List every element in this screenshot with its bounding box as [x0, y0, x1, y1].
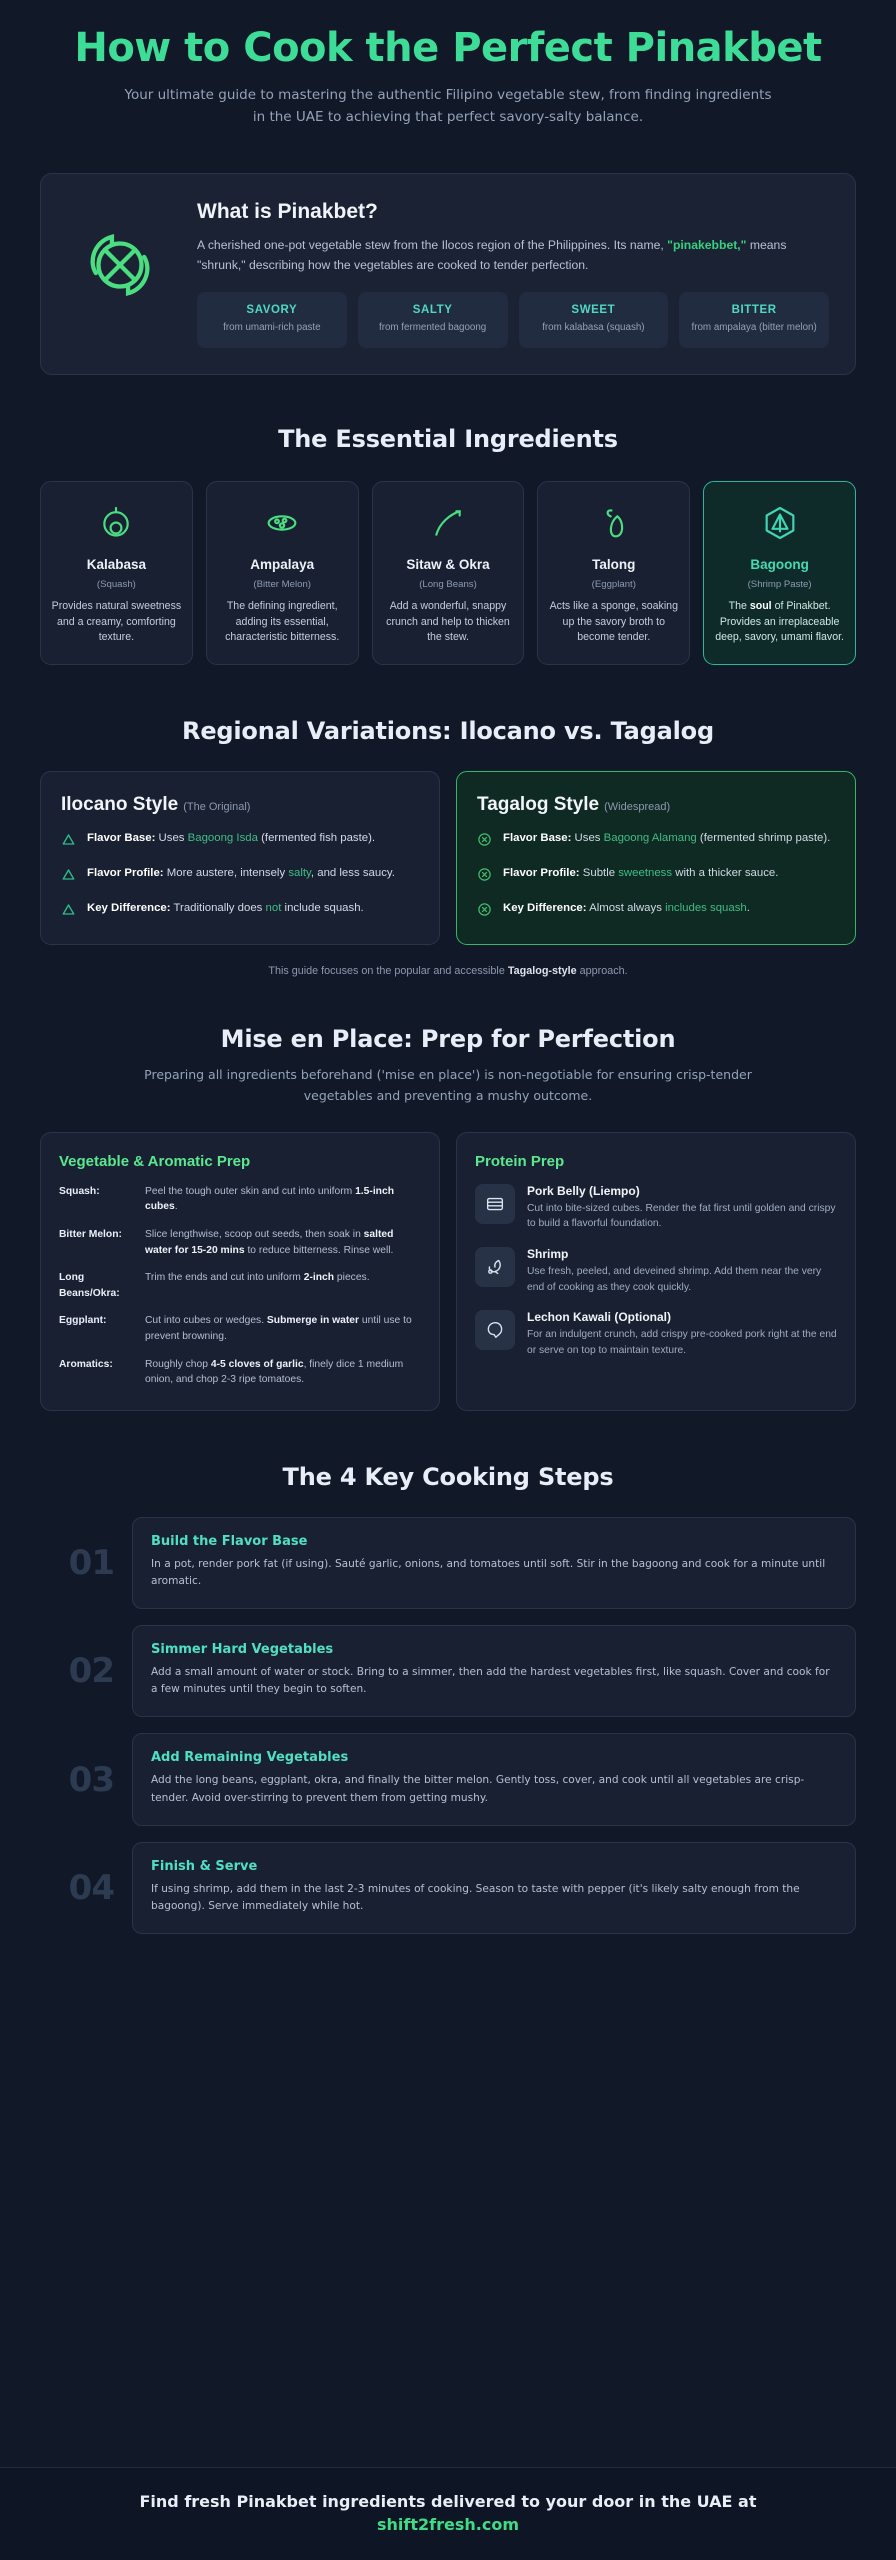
ingredient-card-ampalaya — [206, 481, 359, 665]
ingredients-section — [40, 375, 856, 665]
ingredient-alias: (Shrimp Paste) — [747, 578, 812, 590]
regional-point — [61, 900, 419, 922]
pinakebbet-term: "pinakebbet," — [667, 237, 747, 252]
protein-item-title: Pork Belly (Liempo) — [527, 1183, 640, 1198]
regional-note: This guide focuses on the popular and accessible Tagalog-style approach. — [268, 965, 628, 978]
regional-title: Regional Variations: Ilocano vs. Tagalog — [182, 717, 714, 746]
regional-point-text: Flavor Profile: Subtle sweetness with a thicker sauce. — [503, 867, 779, 880]
flavor-chip-sweet — [519, 292, 669, 348]
prep-key: Long Beans/Okra: — [59, 1272, 120, 1299]
prep-row — [59, 1357, 421, 1388]
flavor-chip-bitter — [679, 292, 829, 348]
mise-en-place-section — [40, 977, 856, 1411]
regional-card-ilocano — [40, 771, 440, 945]
prep-row — [59, 1270, 421, 1301]
pinakbet-pot-icon — [61, 200, 179, 308]
ingredient-alias: (Squash) — [96, 578, 136, 590]
step-item — [40, 1842, 856, 1934]
ingredient-desc: Add a wonderful, snappy crunch and help to thicken the stew. — [386, 599, 510, 644]
step-title: Simmer Hard Vegetables — [151, 1642, 334, 1658]
bottom-spacer — [0, 1934, 896, 1980]
vegetable-prep-card — [40, 1132, 440, 1411]
regional-section — [40, 665, 856, 977]
prep-row — [59, 1313, 421, 1344]
triangle-outline-icon — [61, 865, 77, 887]
regional-point — [61, 865, 419, 887]
regional-point-text: Key Difference: Traditionally does not include squash. — [87, 902, 364, 915]
mise-subtitle: Preparing all ingredients beforehand ('mise en place') is non-negotiable for ensuring crisp-tender vegetables and preventing a mushy outcome. — [144, 1067, 752, 1103]
ingredient-name: Ampalaya — [250, 556, 315, 572]
protein-item-desc: Cut into bite-sized cubes. Render the fat first until golden and crispy to build a flavorful foundation. — [527, 1202, 836, 1230]
ingredient-name: Bagoong — [750, 556, 809, 572]
bitter-melon-icon — [262, 500, 302, 546]
step-desc: Add the long beans, eggplant, okra, and finally the bitter melon. Gently toss, cover, and cook until all vegetables are crisp-tender. Avoid over-stirring to prevent them from getting mushy. — [151, 1774, 805, 1804]
step-number: 04 — [68, 1867, 114, 1908]
step-item — [40, 1517, 856, 1609]
mise-grid — [40, 1132, 856, 1411]
flavor-chip-label: SAVORY — [246, 304, 298, 317]
protein-item-desc: Use fresh, peeled, and deveined shrimp. Add them near the very end of cooking as they cook quickly. — [527, 1266, 822, 1293]
prep-key: Bitter Melon: — [59, 1229, 122, 1241]
step-card — [132, 1625, 856, 1717]
prep-value: Roughly chop 4-5 cloves of garlic, finely dice 1 medium onion, and chop 2-3 ripe tomatoes. — [145, 1358, 404, 1386]
what-is-heading: What is Pinakbet? — [197, 199, 378, 223]
step-card — [132, 1733, 856, 1825]
what-is-section — [40, 129, 856, 375]
mise-title: Mise en Place: Prep for Perfection — [220, 1025, 676, 1054]
ingredient-desc: Provides natural sweetness and a creamy, comforting texture. — [51, 599, 182, 644]
prep-value: Trim the ends and cut into uniform 2-inch pieces. — [145, 1272, 370, 1284]
ingredient-name: Kalabasa — [86, 556, 147, 572]
step-item — [40, 1625, 856, 1717]
step-desc: In a pot, render pork fat (if using). Sauté garlic, onions, and tomatoes until soft. Stir in the bagoong and cook for a minute until aromatic. — [151, 1557, 826, 1587]
triangle-outline-icon — [61, 830, 77, 852]
protein-item-title: Lechon Kawali (Optional) — [527, 1310, 672, 1325]
flavor-chip-savory — [197, 292, 347, 348]
flavor-chip-desc: from kalabasa (squash) — [542, 322, 645, 334]
protein-item — [475, 1247, 837, 1295]
regional-card-tag: (Widespread) — [604, 801, 671, 814]
prep-row — [59, 1227, 421, 1258]
steps-title: The 4 Key Cooking Steps — [282, 1462, 614, 1491]
ingredient-alias: (Bitter Melon) — [253, 578, 311, 590]
flavor-chip-desc: from umami-rich paste — [223, 322, 321, 334]
regional-point — [61, 830, 419, 852]
ingredient-name: Sitaw & Okra — [406, 556, 490, 572]
regional-grid — [40, 771, 856, 945]
steps-list — [40, 1517, 856, 1934]
shrimp-icon — [475, 1247, 515, 1287]
regional-card-title: Ilocano Style — [61, 794, 179, 816]
regional-point — [477, 865, 835, 887]
flavor-profile-list — [197, 292, 829, 348]
step-title: Add Remaining Vegetables — [151, 1750, 349, 1766]
circle-x-icon — [477, 900, 493, 922]
ingredient-alias: (Long Beans) — [419, 578, 477, 590]
footer-line-1: Find fresh Pinakbet ingredients delivered to your door in the UAE at — [139, 2492, 757, 2511]
step-title: Build the Flavor Base — [151, 1533, 308, 1549]
regional-card-head — [477, 794, 835, 816]
footer-cta — [0, 2467, 896, 2560]
regional-point-text: Flavor Base: Uses Bagoong Isda (fermented fish paste). — [87, 832, 376, 845]
protein-item-title: Shrimp — [527, 1247, 569, 1262]
prep-key: Squash: — [59, 1185, 100, 1197]
regional-card-title: Tagalog Style — [477, 794, 600, 816]
regional-point-text: Key Difference: Almost always includes squash. — [503, 902, 750, 915]
protein-item — [475, 1310, 837, 1358]
step-title: Finish & Serve — [151, 1858, 258, 1874]
cooking-steps-section — [40, 1411, 856, 1934]
step-number: 02 — [68, 1651, 114, 1692]
step-card — [132, 1842, 856, 1934]
protein-item — [475, 1184, 837, 1232]
ingredient-card-sitaw-okra — [372, 481, 525, 665]
squash-icon — [96, 500, 136, 546]
ingredient-desc: Acts like a sponge, soaking up the savory broth to become tender. — [549, 599, 678, 644]
regional-point-text: Flavor Profile: More austere, intensely salty, and less saucy. — [87, 867, 395, 880]
ingredient-card-kalabasa — [40, 481, 193, 665]
page-subtitle: Your ultimate guide to mastering the authentic Filipino vegetable stew, from finding ingredients in the UAE to achieving that perfect savory-salty balance. — [124, 86, 772, 125]
circle-x-icon — [477, 830, 493, 852]
regional-card-tag: (The Original) — [183, 801, 251, 814]
prep-value: Cut into cubes or wedges. Submerge in water until use to prevent browning. — [145, 1315, 412, 1342]
ingredient-alias: (Eggplant) — [591, 578, 636, 590]
prep-value: Peel the tough outer skin and cut into uniform 1.5-inch cubes. — [145, 1185, 394, 1213]
prep-row — [59, 1184, 421, 1215]
flavor-chip-label: SWEET — [571, 304, 616, 317]
flavor-chip-desc: from fermented bagoong — [378, 322, 487, 334]
eggplant-icon — [594, 500, 634, 546]
step-item — [40, 1733, 856, 1825]
step-number: 03 — [68, 1759, 114, 1800]
what-is-body: A cherished one-pot vegetable stew from the Ilocos region of the Philippines. Its name, "pinakebbet," means "shrunk," describing how the vegetables are cooked to tender perfection. — [197, 237, 787, 272]
regional-card-tagalog — [456, 771, 856, 945]
protein-prep-card — [456, 1132, 856, 1411]
regional-point-text: Flavor Base: Uses Bagoong Alamang (fermented shrimp paste). — [503, 832, 831, 845]
triangle-outline-icon — [61, 900, 77, 922]
prep-key: Aromatics: — [59, 1358, 113, 1370]
hero-section — [0, 0, 896, 129]
ingredients-title: The Essential Ingredients — [278, 424, 618, 453]
protein-prep-heading: Protein Prep — [475, 1152, 565, 1170]
protein-item-desc: For an indulgent crunch, add crispy pre-cooked pork right at the end or serve on top to maintain texture. — [527, 1329, 837, 1357]
vegetable-prep-heading: Vegetable & Aromatic Prep — [59, 1152, 251, 1170]
ingredient-desc: The soul of Pinakbet. Provides an irreplaceable deep, savory, umami flavor. — [715, 599, 844, 644]
step-desc: If using shrimp, add them in the last 2-3 minutes of cooking. Season to taste with pepper (it's likely salty enough from the bagoong). Serve immediately while hot. — [151, 1882, 800, 1912]
step-number: 01 — [68, 1542, 114, 1583]
ingredient-desc: The defining ingredient, adding its essential, characteristic bitterness. — [225, 599, 340, 644]
regional-card-head — [61, 794, 419, 816]
flavor-chip-desc: from ampalaya (bitter melon) — [691, 322, 817, 334]
regional-point — [477, 900, 835, 922]
flavor-chip-label: BITTER — [731, 304, 777, 317]
regional-point — [477, 830, 835, 852]
footer-site-link[interactable]: shift2fresh.com — [377, 2515, 519, 2534]
ingredient-name: Talong — [592, 556, 636, 572]
flavor-chip-label: SALTY — [412, 304, 453, 317]
ingredients-grid — [40, 481, 856, 665]
ingredient-card-bagoong — [703, 481, 856, 665]
ingredient-card-talong — [537, 481, 690, 665]
shrimp-paste-jar-icon — [760, 500, 800, 546]
page-title: How to Cook the Perfect Pinakbet — [74, 25, 822, 71]
pork-cut-icon — [475, 1310, 515, 1350]
long-beans-icon — [428, 500, 468, 546]
prep-key: Eggplant: — [59, 1315, 107, 1327]
step-desc: Add a small amount of water or stock. Bring to a simmer, then add the hardest vegetables first, like squash. Cover and cook for a few minutes until they begin to soften. — [151, 1666, 830, 1696]
circle-x-icon — [477, 865, 493, 887]
what-is-card — [40, 173, 856, 375]
flavor-chip-salty — [358, 292, 508, 348]
step-card — [132, 1517, 856, 1609]
pork-belly-icon — [475, 1184, 515, 1224]
prep-value: Slice lengthwise, scoop out seeds, then soak in salted water for 15-20 mins to reduce bitterness. Rinse well. — [145, 1229, 394, 1256]
